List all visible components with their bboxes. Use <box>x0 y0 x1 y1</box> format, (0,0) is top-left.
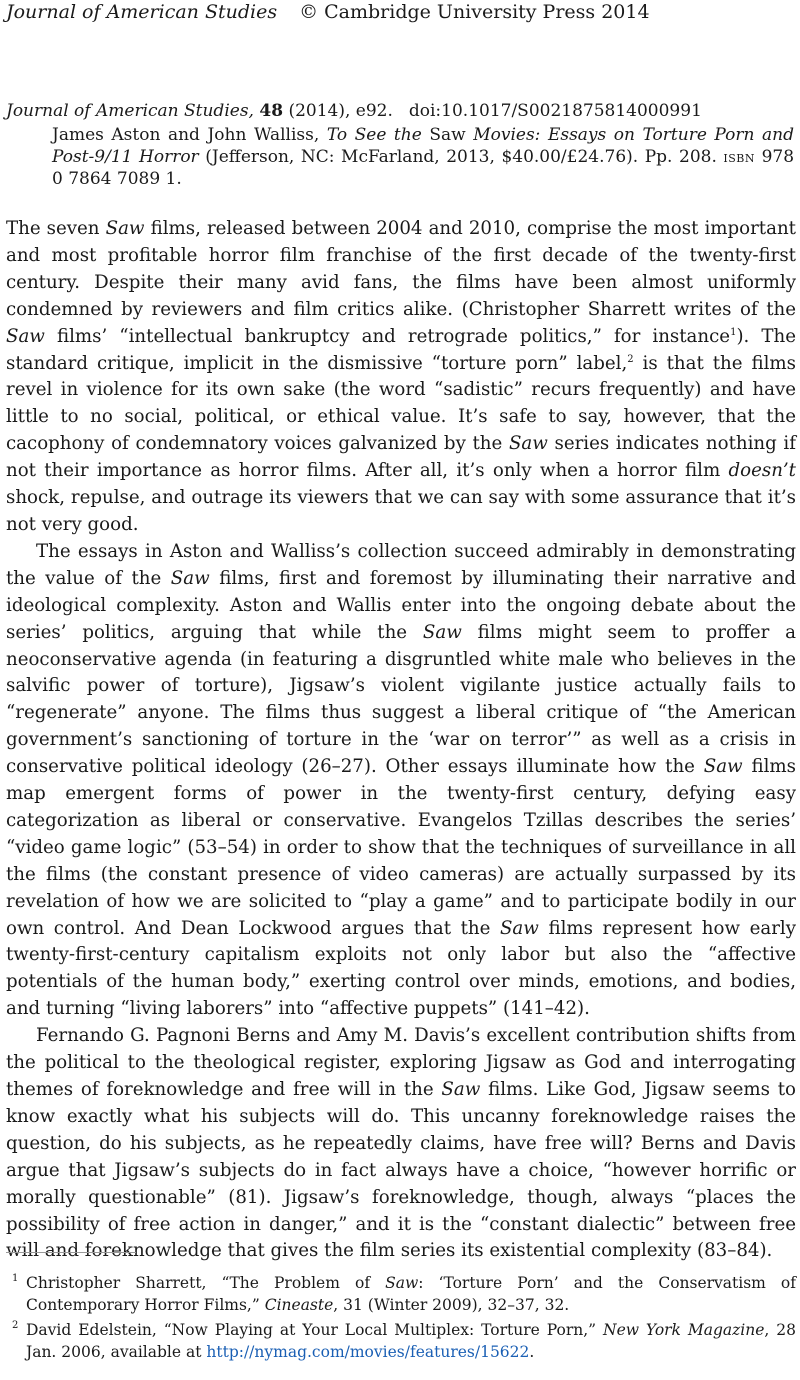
text-run: films, released between 2004 and 2010, comprise the most important and most profitable horror film franchise of the first decade of the twenty-first century. Despite their many avid fans, the films have been almost uniformly condemned by reviewers and film critics alike. (Christopher Sharrett writes of the <box>6 218 796 320</box>
book-reference <box>52 124 794 190</box>
text-run: , 28 Jan. 2006, available at <box>26 1321 796 1361</box>
citation-year-page: (2014), e92. <box>288 101 393 121</box>
book-title-part3: Movies: Essays on Torture Porn and Post-9/11 Horror <box>52 125 794 167</box>
paragraph-1 <box>6 216 796 539</box>
film-title: Saw <box>499 917 539 939</box>
footnote-ref-1[interactable]: 1 <box>730 326 737 338</box>
text-run: films map emergent forms of power in the twenty-first century, defying easy categorization as liberal or conservative. Evangelos Tzillas describes the series’ “video game logic” (53–54) in order to show that the techniques of surveillance in all the films (the constant presence of video cameras) are actually surpassed by its revelation of how we are solicited to “play a game” and to participate bodily in our own control. And Dean Lockwood argues that the <box>6 756 796 939</box>
film-title: Saw <box>105 218 145 239</box>
isbn-number: 978 0 7864 7089 1. <box>52 147 795 189</box>
text-run: shock, repulse, and outrage its viewers that we can say with some assurance that it’s not very good. <box>6 487 796 535</box>
film-title: Saw <box>385 1274 419 1292</box>
book-title-part2: Saw <box>429 125 466 145</box>
text-run: Christopher Sharrett, “The Problem of <box>26 1274 371 1292</box>
text-run: films. Like God, Jigsaw seems to know exactly what his subjects will do. This uncanny foreknowledge raises the question, do his subjects, as he repeatedly claims, have free will? Berns and Davis argue that Jigsaw’s subjects do in fact always have a choice, “however horrific or morally questionable” (81). Jigsaw’s foreknowledge, though, always “places the possibility of free action in danger,” and it is the “constant dialectic” between free will and foreknowledge that gives the film series its existential complexity (83–84). <box>6 1079 796 1262</box>
film-title: Saw <box>508 433 548 455</box>
film-title: Saw <box>441 1079 481 1100</box>
text-run: films might seem to proffer a neoconservative agenda (in featuring a disgruntled white male who believes in the salvific power of torture), Jigsaw’s violent vigilante justice actually fails to “regenerate” anyone. The films thus suggest a liberal critique of “the American government’s sanctioning of torture in the ‘war on terror’” as well as a crisis in conservative political ideology (26–27). Other essays illuminate how the <box>6 621 796 778</box>
text-run: . <box>529 1343 535 1361</box>
citation-volume: 48 <box>259 101 284 121</box>
journal-title: Cineaste <box>264 1296 334 1314</box>
footnote-1 <box>6 1272 796 1316</box>
running-head-copyright: © Cambridge University Press 2014 <box>299 1 650 23</box>
paragraph-3 <box>6 1023 796 1265</box>
review-body <box>6 216 796 1265</box>
footnote-mark: 1 <box>12 1273 19 1284</box>
film-title: Saw <box>6 325 45 347</box>
text-run: : ‘Torture Porn’ and the Conservatism of Contemporary Horror Films,” <box>26 1274 797 1314</box>
footnote-divider <box>6 1252 136 1253</box>
isbn-label: isbn <box>723 148 756 166</box>
text-run: series indicates nothing if not their importance as horror films. After all, it’s only when a horror film <box>6 433 796 482</box>
book-publication: (Jefferson, NC: McFarland, 2013, $40.00/£24.76). Pp. 208. <box>205 147 717 167</box>
journal-title: New York Magazine <box>603 1321 765 1339</box>
text-run: is that the films revel in violence for its own sake (the word “sadistic” recurs frequently) and have little to no social, political, or ethical value. It’s safe to say, however, that the cacophony of condemnatory voices galvanized by the <box>6 352 796 455</box>
text-run: films, first and foremost by illuminating their narrative and ideological complexity. Aston and Wallis enter into the ongoing debate about the series’ politics, arguing that while the <box>6 567 796 643</box>
film-title: Saw <box>703 756 743 778</box>
text-run: The essays in Aston and Walliss’s collection succeed admirably in demonstrating the value of the <box>6 540 796 589</box>
citation-journal: Journal of American Studies, <box>6 101 254 121</box>
emphasis: doesn’t <box>728 460 796 482</box>
text-run: David Edelstein, “Now Playing at Your Local Multiplex: Torture Porn,” <box>26 1321 597 1339</box>
text-run: , 31 (Winter 2009), 32–37, 32. <box>333 1296 570 1314</box>
text-run: The seven <box>6 218 100 239</box>
footnote-mark: 2 <box>12 1320 19 1331</box>
paragraph-2 <box>6 539 796 1023</box>
text-run: films represent how early twenty-first-century capitalism exploits not only labor but also the “affective potentials of the human body,” exerting control over minds, emotions, and bodies, and turning “living laborers” into “affective puppets” (141–42). <box>6 917 796 1020</box>
footnote-2 <box>6 1319 796 1363</box>
footnote-ref-2[interactable]: 2 <box>627 353 634 365</box>
text-run: Fernando G. Pagnoni Berns and Amy M. Davis’s excellent contribution shifts from the political to the theological register, exploring Jigsaw as God and interrogating themes of foreknowledge and free will in the <box>6 1025 796 1100</box>
footnotes <box>6 1272 796 1366</box>
text-run: films’ “intellectual bankruptcy and retrograde politics,” for instance <box>56 325 731 347</box>
running-head <box>6 0 650 24</box>
citation-doi: doi:10.1017/S0021875814000991 <box>408 101 702 121</box>
citation-line <box>6 100 702 122</box>
book-authors: James Aston and John Walliss, <box>52 125 320 145</box>
film-title: Saw <box>422 621 462 643</box>
running-head-journal: Journal of American Studies <box>6 1 278 23</box>
footnote-url-link[interactable]: http://nymag.com/movies/features/15622 <box>206 1343 530 1361</box>
book-title-part1: To See the <box>326 125 422 145</box>
film-title: Saw <box>170 567 210 589</box>
text-run: ). The standard critique, implicit in the dismissive “torture porn” label, <box>6 325 796 374</box>
